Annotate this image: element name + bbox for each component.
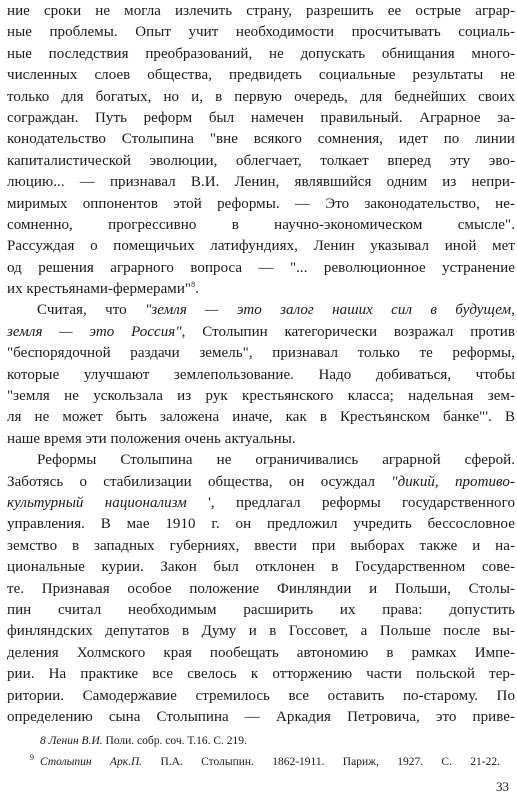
text-line bbox=[7, 44, 515, 65]
text-run: управления. В мае 1910 г. он предложил учредить бессословное bbox=[7, 516, 515, 533]
text-run: ные последствия преобразований, не допускать обнищания много- bbox=[7, 45, 515, 62]
text-line bbox=[7, 215, 515, 236]
footnote-number: 9 bbox=[30, 753, 34, 762]
text-line bbox=[7, 129, 515, 150]
text-line bbox=[7, 322, 515, 343]
text-line bbox=[7, 300, 515, 321]
italic-quote: культурный национализм bbox=[7, 494, 187, 511]
italic-quote: 8 Ленин В.И. bbox=[40, 735, 103, 747]
text-line bbox=[7, 579, 515, 600]
text-run: ритории. Самодержавие стремилось все оставить по-старому. По bbox=[7, 687, 515, 704]
footnote-ref: 8 bbox=[191, 280, 196, 290]
text-line bbox=[7, 22, 515, 43]
text-run: численных слоев общества, предвидеть социальные результаты не bbox=[7, 67, 515, 84]
text-line bbox=[7, 643, 515, 664]
text-line bbox=[7, 172, 515, 193]
italic-quote: "земля — это залог наших сил в будущем, bbox=[145, 302, 515, 319]
footnote-8 bbox=[40, 735, 247, 747]
text-line bbox=[7, 707, 515, 728]
text-line bbox=[7, 472, 515, 493]
text-run: П.А. Столыпин. 1862-1911. Париж, 1927. С. 21-22. bbox=[142, 756, 500, 768]
text-line bbox=[7, 151, 515, 172]
text-line bbox=[7, 686, 515, 707]
text-run: Реформы Столыпина не ограничивались аграрной сферой. bbox=[37, 452, 515, 469]
text-run: люцию... — признавал В.И. Ленин, являвшийся одним из непри- bbox=[7, 174, 515, 191]
text-line bbox=[7, 108, 515, 129]
text-line bbox=[7, 236, 515, 257]
text-run: капиталистической эволюции, облегчает, толкает вперед эту эво- bbox=[7, 152, 515, 169]
text-run: од решения аграрного вопроса — "... революционное устранение bbox=[7, 259, 515, 276]
text-line bbox=[7, 279, 515, 300]
text-line bbox=[7, 664, 515, 685]
text-run: пин считал необходимым расширить их права: допустить bbox=[7, 601, 515, 618]
text-run: Считая, что bbox=[37, 302, 146, 319]
text-run: сомненно, прогрессивно в научно-экономическом смысле". bbox=[7, 216, 515, 233]
body-text bbox=[7, 1, 515, 728]
text-line bbox=[7, 65, 515, 86]
text-line bbox=[7, 536, 515, 557]
text-run: Рассуждая о помещичьих латифундиях, Ленин указывал иной мет bbox=[7, 238, 515, 255]
text-run: "беспорядочной раздачи земель", признавал только те реформы, bbox=[7, 345, 515, 362]
text-run: Заботясь о стабилизации общества, он осуждал bbox=[7, 473, 392, 490]
text-line bbox=[7, 194, 515, 215]
italic-quote: земля — это Россия" bbox=[7, 323, 182, 340]
text-line bbox=[7, 600, 515, 621]
text-run: "земля не ускользала из рук крестьянского класса; надельная зем- bbox=[7, 388, 515, 405]
text-run: земство в западных губерниях, ввести при выборах также и на- bbox=[7, 537, 515, 554]
text-run: только для богатых, но и, в первую очередь, для беднейших своих bbox=[7, 88, 515, 105]
page-number: 33 bbox=[496, 779, 509, 794]
text-run: . bbox=[195, 281, 199, 298]
text-line bbox=[7, 407, 515, 428]
text-run: финляндских депутатов в Думу и в Госсовет, а Польше после вы- bbox=[7, 623, 515, 640]
text-line bbox=[7, 365, 515, 386]
text-run: те. Признавая особое положение Финляндии и Польши, Столы- bbox=[7, 580, 515, 597]
text-line bbox=[7, 386, 515, 407]
text-line bbox=[7, 514, 515, 535]
italic-quote: Столыпин Арк.П. bbox=[40, 756, 143, 768]
text-run: ', предлагал реформы государственного bbox=[186, 494, 515, 511]
italic-quote: "дикий, противо- bbox=[391, 473, 515, 490]
text-line bbox=[7, 343, 515, 364]
footnote-9 bbox=[30, 753, 500, 768]
text-run: Поли. собр. соч. Т.16. С. 219. bbox=[102, 735, 247, 747]
text-line bbox=[7, 1, 515, 22]
text-run: определению сына Столыпина — Аркадия Петровича, это приве- bbox=[7, 708, 515, 725]
text-line bbox=[7, 87, 515, 108]
text-run: миримых оппонентов этой реформы. — Это законодательство, не- bbox=[7, 195, 515, 212]
text-line bbox=[7, 621, 515, 642]
text-run: ля не может быть заложена иначе, как в Крестьянском банке"'. В bbox=[7, 409, 515, 426]
text-run: рии. На практике все свелось к отторжению части польской тер- bbox=[7, 666, 515, 683]
text-line bbox=[7, 429, 515, 450]
text-line bbox=[7, 450, 515, 471]
text-run: ние сроки не могла излечить страну, разрешить ее острые аграр- bbox=[7, 3, 515, 19]
text-run: циональные курии. Закон был отклонен в Государственном сове- bbox=[7, 559, 515, 576]
text-line bbox=[7, 258, 515, 279]
text-run: деления Холмского края пообещать автономию в рамках Импе- bbox=[7, 644, 515, 661]
text-run: наше время эти положения очень актуальны. bbox=[7, 430, 296, 447]
text-run: , Столыпин категорически возражал против bbox=[181, 323, 515, 340]
text-run: их крестьянами-фермерами" bbox=[7, 281, 192, 298]
text-run: которые улучшают землепользование. Надо добиваться, чтобы bbox=[7, 366, 515, 383]
text-run: ные проблемы. Опыт учит необходимости просчитывать социаль- bbox=[7, 24, 515, 41]
text-line bbox=[7, 493, 515, 514]
text-line bbox=[7, 557, 515, 578]
text-run: конодательство Столыпина "вне всякого сомнения, идет по линии bbox=[7, 131, 515, 148]
text-run: сограждан. Путь реформ был намечен правильный. Аграрное за- bbox=[7, 109, 515, 126]
